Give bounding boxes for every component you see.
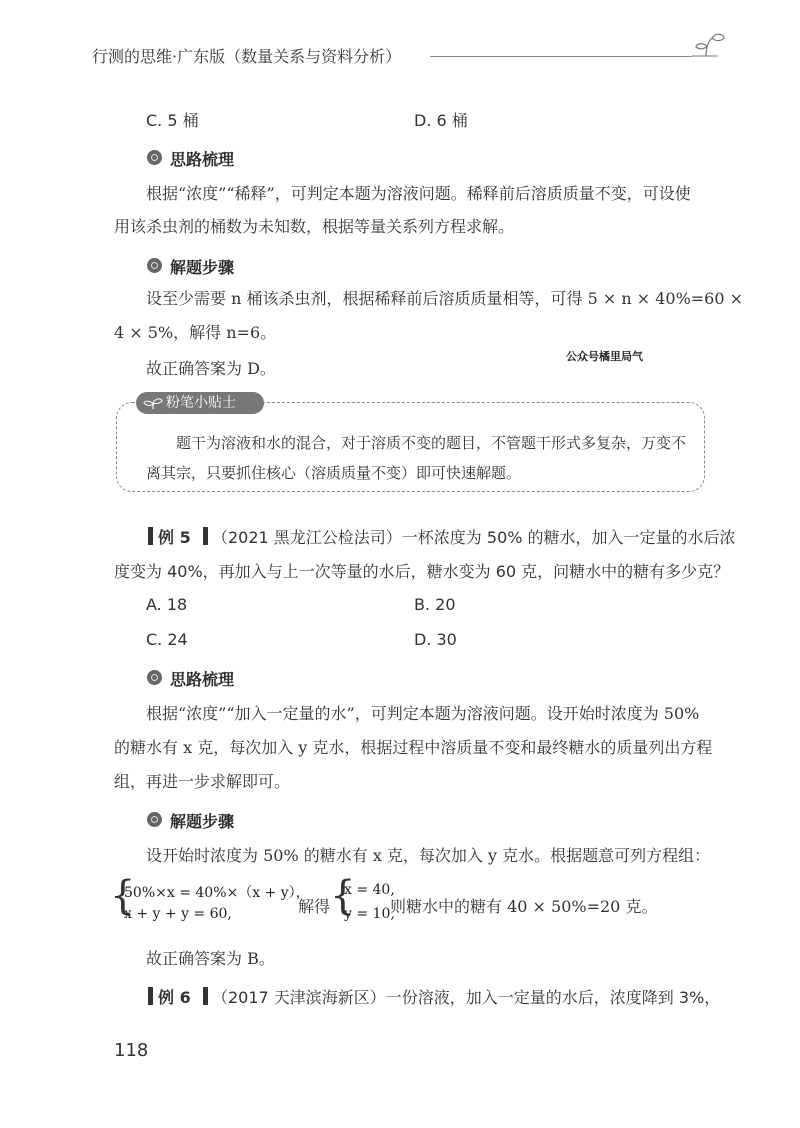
example-label: 例 5: [158, 528, 191, 547]
page-number: 118: [114, 1040, 149, 1061]
question-line: （2017 天津滨海新区）一份溶液，加入一定量的水后，浓度降到 3%，: [212, 988, 721, 1007]
section-title: 解题步骤: [170, 812, 235, 831]
left-brace: {: [110, 873, 136, 919]
answer-line: 故正确答案为 B。: [146, 949, 275, 968]
header-rule: [430, 56, 692, 57]
tip-label-text: 粉笔小贴士: [166, 395, 236, 411]
section-title: 思路梳理: [170, 150, 235, 169]
answer-line: 故正确答案为 D。: [146, 359, 276, 378]
tip-line: 题干为溶液和水的混合，对于溶质不变的题目，不管题干形式多复杂，万变不: [176, 434, 687, 452]
option-d: D. 6 桶: [414, 111, 468, 130]
thinking-icon: [147, 670, 162, 685]
section-title: 解题步骤: [170, 258, 235, 277]
sprout-icon: [688, 30, 728, 60]
running-header: 行测的思维·广东版（数量关系与资料分析）: [92, 47, 402, 66]
paragraph-line: 根据“浓度”“稀释”，可判定本题为溶液问题。稀释前后溶质质量不变，可设使: [146, 184, 691, 203]
option-a: A. 18: [146, 595, 188, 614]
question-line: （2021 黑龙江公检法司）一杯浓度为 50% 的糖水，加入一定量的水后浓: [212, 528, 736, 547]
left-brace: {: [330, 873, 356, 919]
paragraph-line: 设开始时浓度为 50% 的糖水有 x 克，每次加入 y 克水。根据题意可列方程组：: [146, 846, 711, 865]
paragraph-line: 4 × 5%，解得 n=6。: [114, 323, 277, 342]
thinking-icon: [147, 150, 162, 165]
option-c: C. 5 桶: [146, 111, 199, 130]
question-line: 度变为 40%，再加入与上一次等量的水后，糖水变为 60 克，问糖水中的糖有多少克？: [114, 562, 730, 581]
steps-icon: [147, 258, 162, 273]
tip-line: 离其宗，只要抓住核心（溶质质量不变）即可快速解题。: [146, 464, 522, 482]
solve-label: 解得: [298, 897, 331, 916]
section-title: 思路梳理: [170, 670, 235, 689]
example-marker: [148, 527, 153, 545]
solution-2: y = 10,: [344, 906, 395, 922]
steps-icon: [147, 812, 162, 827]
sprout-icon: [142, 396, 164, 410]
option-b: B. 20: [414, 595, 456, 614]
paragraph-line: 设至少需要 n 桶该杀虫剂，根据稀释前后溶质质量相等，可得 5 × n × 40%=60 ×: [146, 289, 744, 308]
paragraph-line: 的糖水有 x 克，每次加入 y 克水，根据过程中溶质量不变和最终糖水的质量列出方程: [114, 738, 713, 757]
result-line: 则糖水中的糖有 40 × 50%=20 克。: [390, 897, 658, 916]
example-marker: [203, 987, 208, 1005]
example-marker: [203, 527, 208, 545]
paragraph-line: 根据“浓度”“加入一定量的水”，可判定本题为溶液问题。设开始时浓度为 50%: [146, 704, 700, 723]
paragraph-line: 用该杀虫剂的桶数为未知数，根据等量关系列方程求解。: [114, 217, 515, 236]
solution-1: x = 40,: [344, 882, 395, 898]
option-d: D. 30: [414, 630, 457, 649]
equation-1: 50%×x = 40%×（x + y），: [124, 885, 310, 901]
equation-2: x + y + y = 60,: [124, 906, 232, 922]
example-label: 例 6: [158, 988, 191, 1007]
option-c: C. 24: [146, 630, 188, 649]
example-marker: [148, 987, 153, 1005]
watermark: 公众号橘里局气: [566, 350, 643, 363]
paragraph-line: 组，再进一步求解即可。: [114, 772, 291, 791]
